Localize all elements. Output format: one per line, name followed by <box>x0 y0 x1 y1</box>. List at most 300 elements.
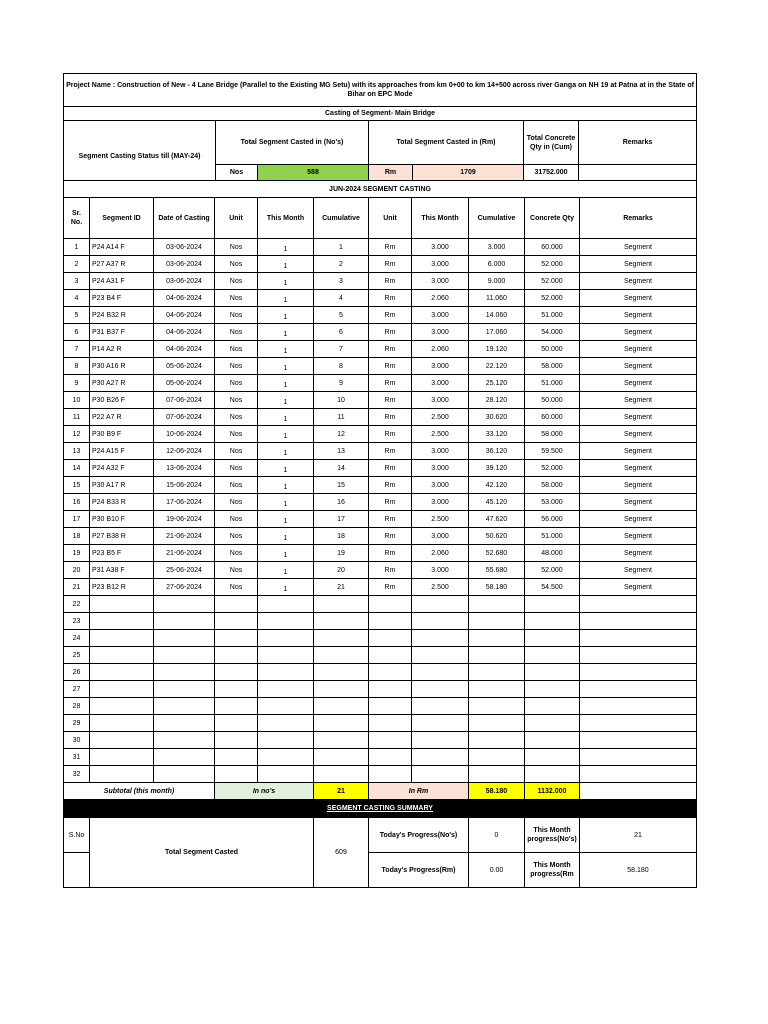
table-cell <box>314 681 369 698</box>
table-cell <box>525 596 580 613</box>
table-cell <box>314 766 369 783</box>
table-cell <box>525 664 580 681</box>
table-cell: 31 <box>64 749 90 766</box>
table-cell <box>258 443 314 460</box>
table-cell: Segment <box>580 239 697 256</box>
table-cell: Segment <box>580 494 697 511</box>
table-cell: 27 <box>64 681 90 698</box>
table-cell: 52.000 <box>525 460 580 477</box>
table-cell: 3.000 <box>412 528 469 545</box>
sno-empty <box>64 853 90 888</box>
table-cell <box>580 766 697 783</box>
table-cell: Segment <box>580 324 697 341</box>
table-cell <box>258 324 314 341</box>
table-cell: 24 <box>64 630 90 647</box>
table-cell: 13-06-2024 <box>154 460 215 477</box>
table-cell <box>580 647 697 664</box>
table-cell: 1 <box>64 239 90 256</box>
table-cell: 12 <box>314 426 369 443</box>
table-cell: 18 <box>314 528 369 545</box>
table-cell: 56.000 <box>525 511 580 528</box>
table-cell <box>258 647 314 664</box>
table-cell <box>215 749 258 766</box>
table-cell <box>469 647 525 664</box>
qty-header: Total Concrete Qty in (Cum) <box>524 121 579 165</box>
table-cell: 17.060 <box>469 324 525 341</box>
table-cell <box>258 477 314 494</box>
table-cell <box>215 766 258 783</box>
table-cell: 11.060 <box>469 290 525 307</box>
this-month-count: 1 <box>283 330 288 338</box>
table-cell: Nos <box>215 494 258 511</box>
table-cell: 50.620 <box>469 528 525 545</box>
table-cell <box>525 749 580 766</box>
table-cell: 28.120 <box>469 392 525 409</box>
table-cell: 15-06-2024 <box>154 477 215 494</box>
table-cell <box>154 749 215 766</box>
table-cell: Segment <box>580 307 697 324</box>
table-cell: Rm <box>369 579 412 596</box>
table-cell <box>369 630 412 647</box>
table-cell: 51.000 <box>525 375 580 392</box>
table-cell: 21 <box>64 579 90 596</box>
rm-header: Total Segment Casted in (Rm) <box>369 121 524 165</box>
table-cell: 19 <box>314 545 369 562</box>
table-cell <box>258 749 314 766</box>
table-cell: 3.000 <box>412 562 469 579</box>
table-row <box>64 545 697 562</box>
table-cell: 04-06-2024 <box>154 307 215 324</box>
table-cell <box>258 460 314 477</box>
table-cell: Rm <box>369 290 412 307</box>
table-cell: 51.000 <box>525 528 580 545</box>
table-cell <box>90 715 154 732</box>
table-cell: Rm <box>369 341 412 358</box>
table-cell: 1 <box>314 239 369 256</box>
table-cell <box>258 715 314 732</box>
table-cell <box>469 630 525 647</box>
table-cell: 60.000 <box>525 239 580 256</box>
table-cell: 53.000 <box>525 494 580 511</box>
qty-value: 31752.000 <box>524 165 579 181</box>
table-cell: 58.000 <box>525 358 580 375</box>
table-cell: Segment <box>580 511 697 528</box>
month-nos-label: This Month progress(No's) <box>525 818 580 853</box>
table-row <box>64 256 697 273</box>
table-cell: P22 A7 R <box>90 409 154 426</box>
table-cell: 6 <box>314 324 369 341</box>
table-cell: 19-06-2024 <box>154 511 215 528</box>
table-cell: Rm <box>369 273 412 290</box>
table-cell <box>580 749 697 766</box>
table-cell: Nos <box>215 477 258 494</box>
table-cell: Segment <box>580 460 697 477</box>
table-cell: 4 <box>314 290 369 307</box>
column-header-row <box>64 198 697 239</box>
table-cell <box>525 732 580 749</box>
table-cell <box>314 630 369 647</box>
table-cell: 51.000 <box>525 307 580 324</box>
table-cell: 3 <box>314 273 369 290</box>
table-cell <box>525 613 580 630</box>
table-cell: 3.000 <box>412 239 469 256</box>
table-cell: 33.120 <box>469 426 525 443</box>
table-cell: 9.000 <box>469 273 525 290</box>
table-row <box>64 273 697 290</box>
table-cell <box>369 766 412 783</box>
table-cell <box>258 630 314 647</box>
subtotal-qty-value: 1132.000 <box>525 783 580 800</box>
this-month-count: 1 <box>283 262 288 270</box>
table-cell: 29 <box>64 715 90 732</box>
column-header: This Month <box>412 198 469 239</box>
table-cell <box>154 766 215 783</box>
table-cell <box>215 630 258 647</box>
table-row <box>64 409 697 426</box>
table-cell <box>215 715 258 732</box>
table-cell: Nos <box>215 426 258 443</box>
table-cell: 3.000 <box>412 324 469 341</box>
table-row <box>64 732 697 749</box>
this-month-count: 1 <box>283 398 288 406</box>
table-cell: Nos <box>215 562 258 579</box>
table-cell: 25-06-2024 <box>154 562 215 579</box>
table-cell <box>580 664 697 681</box>
table-cell <box>90 613 154 630</box>
table-cell: Nos <box>215 443 258 460</box>
this-month-count: 1 <box>283 279 288 287</box>
table-cell: 03-06-2024 <box>154 256 215 273</box>
month-nos-value: 21 <box>580 818 697 853</box>
table-cell: P30 A16 R <box>90 358 154 375</box>
table-cell: Nos <box>215 511 258 528</box>
table-cell: 21-06-2024 <box>154 545 215 562</box>
column-header: Segment ID <box>90 198 154 239</box>
table-cell: P23 B5 F <box>90 545 154 562</box>
casting-rows <box>64 239 697 783</box>
table-cell: 30 <box>64 732 90 749</box>
this-month-count: 1 <box>283 313 288 321</box>
table-cell <box>258 426 314 443</box>
table-cell: 05-06-2024 <box>154 358 215 375</box>
table-cell: P30 B9 F <box>90 426 154 443</box>
table-cell: 17 <box>64 511 90 528</box>
table-cell <box>580 732 697 749</box>
column-header: Date of Casting <box>154 198 215 239</box>
table-cell: 8 <box>314 358 369 375</box>
table-cell <box>90 630 154 647</box>
table-row <box>64 375 697 392</box>
table-cell <box>369 596 412 613</box>
table-cell: P23 B4 F <box>90 290 154 307</box>
this-month-count: 1 <box>283 245 288 253</box>
table-cell: 25 <box>64 647 90 664</box>
table-cell: 50.000 <box>525 341 580 358</box>
table-cell: Rm <box>369 392 412 409</box>
table-cell <box>258 256 314 273</box>
table-cell <box>215 664 258 681</box>
table-cell <box>412 613 469 630</box>
table-cell: P31 B37 F <box>90 324 154 341</box>
table-cell <box>258 698 314 715</box>
subtotal-nos-label: In no's <box>215 783 314 800</box>
table-cell: 03-06-2024 <box>154 273 215 290</box>
table-cell: 30.620 <box>469 409 525 426</box>
this-month-count: 1 <box>283 500 288 508</box>
today-nos-label: Today's Progress(No's) <box>369 818 469 853</box>
table-cell: 11 <box>314 409 369 426</box>
table-cell: Nos <box>215 545 258 562</box>
table-cell <box>258 732 314 749</box>
table-cell <box>258 613 314 630</box>
table-cell <box>154 596 215 613</box>
table-cell: 52.000 <box>525 562 580 579</box>
table-cell <box>469 596 525 613</box>
table-cell: P24 B32 R <box>90 307 154 324</box>
table-cell: 42.120 <box>469 477 525 494</box>
table-cell: P30 A17 R <box>90 477 154 494</box>
table-cell: 10-06-2024 <box>154 426 215 443</box>
this-month-count: 1 <box>283 517 288 525</box>
table-cell <box>412 681 469 698</box>
table-cell: Segment <box>580 579 697 596</box>
table-cell <box>469 766 525 783</box>
table-cell: 3.000 <box>412 256 469 273</box>
table-cell <box>258 307 314 324</box>
table-cell <box>412 766 469 783</box>
table-cell: 13 <box>314 443 369 460</box>
status-table <box>63 73 697 181</box>
table-cell <box>258 290 314 307</box>
table-cell: 3.000 <box>412 273 469 290</box>
table-cell: 50.000 <box>525 392 580 409</box>
table-cell <box>314 749 369 766</box>
column-header: Cumulative <box>469 198 525 239</box>
column-header: This Month <box>258 198 314 239</box>
today-nos-value: 0 <box>469 818 525 853</box>
table-cell: 3.000 <box>412 307 469 324</box>
table-cell: Nos <box>215 239 258 256</box>
table-row <box>64 443 697 460</box>
table-cell: 36.120 <box>469 443 525 460</box>
table-cell <box>314 647 369 664</box>
table-cell: Nos <box>215 341 258 358</box>
rm-value: 1709 <box>413 165 524 181</box>
table-cell <box>154 664 215 681</box>
table-row <box>64 426 697 443</box>
table-cell <box>258 511 314 528</box>
table-cell: Nos <box>215 460 258 477</box>
table-cell: 15 <box>64 477 90 494</box>
table-cell: 14.060 <box>469 307 525 324</box>
table-cell: 5 <box>314 307 369 324</box>
month-rm-value: 58.180 <box>580 853 697 888</box>
this-month-count: 1 <box>283 466 288 474</box>
table-cell <box>215 732 258 749</box>
this-month-count: 1 <box>283 415 288 423</box>
table-cell <box>258 664 314 681</box>
table-cell: 52.680 <box>469 545 525 562</box>
table-cell: 2.500 <box>412 579 469 596</box>
table-cell <box>369 732 412 749</box>
column-header: Unit <box>369 198 412 239</box>
table-cell <box>258 562 314 579</box>
table-row <box>64 579 697 596</box>
table-cell <box>314 732 369 749</box>
table-cell: Nos <box>215 528 258 545</box>
table-cell: 05-06-2024 <box>154 375 215 392</box>
table-cell <box>215 647 258 664</box>
table-cell <box>215 596 258 613</box>
table-cell: Rm <box>369 256 412 273</box>
table-cell: 58.000 <box>525 426 580 443</box>
table-cell: 13 <box>64 443 90 460</box>
table-cell: 19.120 <box>469 341 525 358</box>
table-cell: 5 <box>64 307 90 324</box>
today-rm-label: Today's Progress(Rm) <box>369 853 469 888</box>
table-cell <box>258 392 314 409</box>
table-cell: Rm <box>369 426 412 443</box>
table-cell <box>90 596 154 613</box>
table-row <box>64 528 697 545</box>
this-month-count: 1 <box>283 551 288 559</box>
today-rm-value: 0.00 <box>469 853 525 888</box>
table-cell <box>258 528 314 545</box>
table-cell <box>469 664 525 681</box>
table-cell <box>154 698 215 715</box>
table-cell: 2.060 <box>412 290 469 307</box>
table-cell: 9 <box>64 375 90 392</box>
table-cell: P27 B38 R <box>90 528 154 545</box>
table-cell <box>154 732 215 749</box>
table-cell <box>215 698 258 715</box>
table-cell <box>258 766 314 783</box>
table-cell: 27-06-2024 <box>154 579 215 596</box>
table-cell: Nos <box>215 256 258 273</box>
table-cell: P23 B12 R <box>90 579 154 596</box>
table-cell: Segment <box>580 426 697 443</box>
table-row <box>64 239 697 256</box>
table-cell: 17 <box>314 511 369 528</box>
table-cell <box>90 766 154 783</box>
table-cell: Nos <box>215 375 258 392</box>
table-cell: 3 <box>64 273 90 290</box>
nos-value: 588 <box>258 165 369 181</box>
table-cell <box>154 715 215 732</box>
table-cell <box>525 698 580 715</box>
table-row <box>64 630 697 647</box>
table-row <box>64 681 697 698</box>
table-cell <box>314 698 369 715</box>
table-cell <box>314 715 369 732</box>
column-header: Unit <box>215 198 258 239</box>
column-header: Sr. No. <box>64 198 90 239</box>
table-cell: 2.500 <box>412 409 469 426</box>
table-cell <box>412 732 469 749</box>
table-cell <box>369 698 412 715</box>
table-cell: 2 <box>64 256 90 273</box>
nos-unit: Nos <box>216 165 258 181</box>
table-cell: 8 <box>64 358 90 375</box>
table-cell <box>154 647 215 664</box>
table-cell: 2.060 <box>412 341 469 358</box>
table-cell: Nos <box>215 358 258 375</box>
table-cell <box>154 613 215 630</box>
subtotal-empty <box>580 783 697 800</box>
table-cell: 55.680 <box>469 562 525 579</box>
table-cell <box>580 630 697 647</box>
table-cell: 59.500 <box>525 443 580 460</box>
table-cell <box>90 664 154 681</box>
table-cell: Segment <box>580 545 697 562</box>
table-cell <box>412 630 469 647</box>
table-cell <box>369 613 412 630</box>
table-cell: P24 A31 F <box>90 273 154 290</box>
table-cell: 17-06-2024 <box>154 494 215 511</box>
table-cell: 9 <box>314 375 369 392</box>
table-cell <box>258 545 314 562</box>
table-cell: 07-06-2024 <box>154 392 215 409</box>
table-cell: Segment <box>580 256 697 273</box>
table-cell: Rm <box>369 528 412 545</box>
table-cell: Segment <box>580 392 697 409</box>
table-cell: Rm <box>369 477 412 494</box>
table-cell: 2.060 <box>412 545 469 562</box>
table-row <box>64 290 697 307</box>
table-cell: 07-06-2024 <box>154 409 215 426</box>
table-cell: Segment <box>580 290 697 307</box>
table-cell <box>412 596 469 613</box>
table-cell <box>369 715 412 732</box>
this-month-count: 1 <box>283 449 288 457</box>
table-cell: 22 <box>64 596 90 613</box>
table-cell: Rm <box>369 545 412 562</box>
table-cell <box>90 749 154 766</box>
table-cell: Rm <box>369 358 412 375</box>
table-cell: 54.500 <box>525 579 580 596</box>
table-row <box>64 324 697 341</box>
column-header: Remarks <box>580 198 697 239</box>
table-cell: Rm <box>369 494 412 511</box>
this-month-count: 1 <box>283 364 288 372</box>
table-cell <box>580 681 697 698</box>
month-title: JUN-2024 SEGMENT CASTING <box>64 181 697 198</box>
table-cell: P30 B26 F <box>90 392 154 409</box>
table-cell: Rm <box>369 307 412 324</box>
table-cell <box>154 681 215 698</box>
this-month-count: 1 <box>283 347 288 355</box>
this-month-count: 1 <box>283 432 288 440</box>
table-cell <box>469 681 525 698</box>
summary-table <box>63 817 697 888</box>
table-cell: 28 <box>64 698 90 715</box>
table-cell <box>412 647 469 664</box>
this-month-count: 1 <box>283 534 288 542</box>
table-row <box>64 341 697 358</box>
table-cell: 14 <box>314 460 369 477</box>
table-cell <box>469 732 525 749</box>
table-cell: 6.000 <box>469 256 525 273</box>
table-cell: 12-06-2024 <box>154 443 215 460</box>
table-cell: Nos <box>215 307 258 324</box>
table-cell: Rm <box>369 443 412 460</box>
table-cell: Segment <box>580 562 697 579</box>
table-cell: 16 <box>314 494 369 511</box>
table-cell <box>412 749 469 766</box>
table-cell: Segment <box>580 358 697 375</box>
table-cell: Rm <box>369 324 412 341</box>
table-cell <box>369 749 412 766</box>
